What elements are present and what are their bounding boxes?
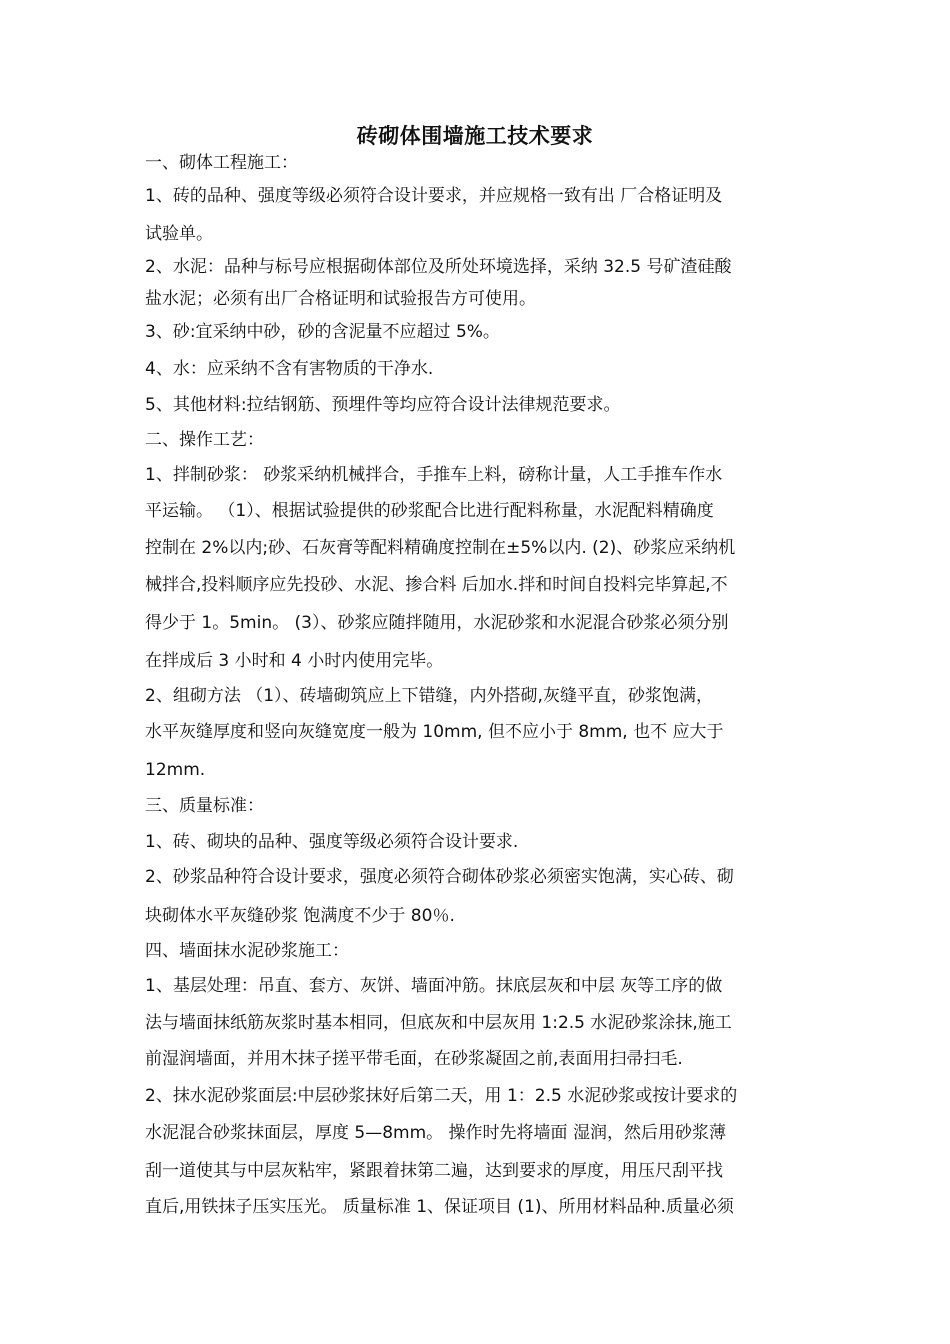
text-line: 2、抹水泥砂浆面层:中层砂浆抹好后第二天，用 1：2.5 水泥砂浆或按计要求的: [145, 1086, 738, 1106]
text-line: 控制在 2%以内;砂、石灰膏等配料精确度控制在±5%以内. (2)、砂浆应采纳机: [145, 538, 736, 558]
text-line: 水平灰缝厚度和竖向灰缝宽度一般为 10mm, 但不应小于 8mm, 也不 应大于: [145, 722, 724, 742]
text-line: 5、其他材料:拉结钢筋、预埋件等均应符合设计法律规范要求。: [145, 395, 621, 415]
document-title: 砖砌体围墙施工技术要求: [356, 124, 594, 148]
text-line: 直后,用铁抹子压实压光。 质量标准 1、保证项目 (1)、所用材料品种.质量必须: [145, 1197, 734, 1217]
text-line: 刮一道使其与中层灰粘牢，紧跟着抹第二遍，达到要求的厚度，用压尺刮平找: [145, 1161, 723, 1181]
text-line: 平运输。 （1）、根据试验提供的砂浆配合比进行配料称量，水泥配料精确度: [145, 501, 714, 521]
section-heading: 一、砌体工程施工：: [145, 153, 298, 173]
text-line: 4、水：应采纳不含有害物质的干净水.: [145, 359, 434, 379]
text-line: 试验单。: [145, 224, 213, 244]
text-line: 前湿润墙面，并用木抹子搓平带毛面，在砂浆凝固之前,表面用扫帚扫毛.: [145, 1049, 683, 1069]
text-line: 2、水泥：品种与标号应根据砌体部位及所处环境选择，采纳 32.5 号矿渣硅酸: [145, 257, 732, 277]
text-line: 盐水泥；必须有出厂合格证明和试验报告方可使用。: [145, 289, 536, 309]
text-line: 水泥混合砂浆抹面层，厚度 5—8mm。 操作时先将墙面 湿润，然后用砂浆薄: [145, 1123, 726, 1143]
text-line: 法与墙面抹纸筋灰浆时基本相同，但底灰和中层灰用 1:2.5 水泥砂浆涂抹,施工: [145, 1013, 732, 1033]
text-line: 1、拌制砂浆： 砂浆采纳机械拌合，手推车上料，磅称计量，人工手推车作水: [145, 465, 723, 485]
section-heading: 三、质量标准：: [145, 796, 264, 816]
text-line: 3、砂:宜采纳中砂，砂的含泥量不应超过 5%。: [145, 322, 500, 342]
text-line: 1、砖、砌块的品种、强度等级必须符合设计要求.: [145, 832, 519, 852]
text-line: 块砌体水平灰缝砂浆 饱满度不少于 80％.: [145, 906, 455, 926]
section-heading: 四、墙面抹水泥砂浆施工：: [145, 941, 349, 961]
text-line: 2、组砌方法 （1）、砖墙砌筑应上下错缝，内外搭砌,灰缝平直，砂浆饱满，: [145, 686, 713, 706]
text-line: 2、砂浆品种符合设计要求，强度必须符合砌体砂浆必须密实饱满，实心砖、砌: [145, 867, 734, 887]
text-line: 12mm.: [145, 760, 206, 780]
text-line: 1、基层处理：吊直、套方、灰饼、墙面冲筋。抹底层灰和中层 灰等工序的做: [145, 976, 723, 996]
text-line: 1、砖的品种、强度等级必须符合设计要求，并应规格一致有出 厂合格证明及: [145, 186, 723, 206]
text-line: 在拌成后 3 小时和 4 小时内使用完毕。: [145, 651, 444, 671]
section-heading: 二、操作工艺：: [145, 430, 264, 450]
text-line: 得少于 1。5min。 (3）、砂浆应随拌随用，水泥砂浆和水泥混合砂浆必须分别: [145, 613, 729, 633]
text-line: 械拌合,投料顺序应先投砂、水泥、掺合料 后加水.拌和时间自投料完毕算起,不: [145, 575, 728, 595]
